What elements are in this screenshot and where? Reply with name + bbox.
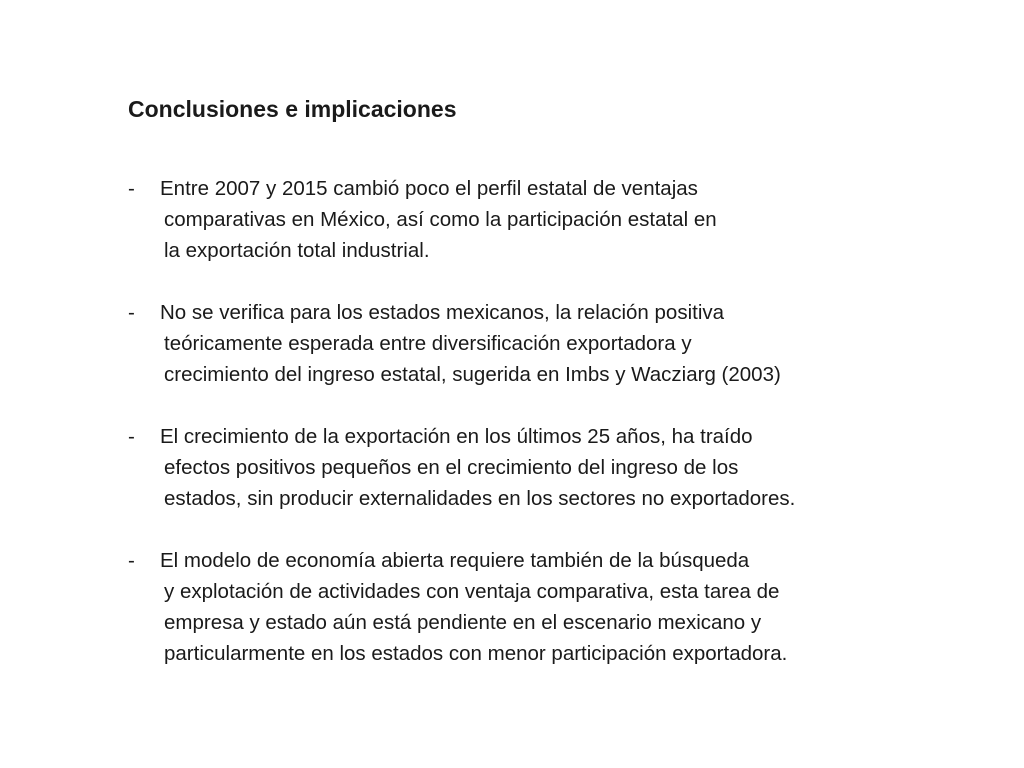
bullet-4-line-3: empresa y estado aún está pendiente en el escenario mexicano y (164, 611, 762, 634)
bullet-1-line-3: la exportación total industrial. (164, 239, 430, 262)
bullet-3-line-1: El crecimiento de la exportación en los últimos 25 años, ha traído (160, 425, 753, 448)
bullet-2-line-2: teóricamente esperada entre diversificación exportadora y (164, 332, 692, 355)
bullet-4-line-4: particularmente en los estados con menor participación exportadora. (164, 642, 788, 665)
bullet-marker: - (128, 177, 135, 200)
bullet-marker: - (128, 301, 135, 324)
bullet-4-line-2: y explotación de actividades con ventaja comparativa, esta tarea de (164, 580, 780, 603)
bullet-marker: - (128, 549, 135, 572)
bullet-marker: - (128, 425, 135, 448)
bullet-item-4 (128, 545, 988, 669)
conclusions-list (128, 173, 988, 700)
bullet-3-line-2: efectos positivos pequeños en el crecimiento del ingreso de los (164, 456, 739, 479)
slide-title: Conclusiones e implicaciones (128, 96, 457, 122)
bullet-4-line-1: El modelo de economía abierta requiere también de la búsqueda (160, 549, 750, 572)
bullet-1-line-2: comparativas en México, así como la participación estatal en (164, 208, 717, 231)
bullet-2-line-1: No se verifica para los estados mexicanos, la relación positiva (160, 301, 725, 324)
bullet-item-3 (128, 421, 988, 514)
bullet-2-line-3: crecimiento del ingreso estatal, sugerida en Imbs y Wacziarg (2003) (164, 363, 781, 386)
bullet-item-2 (128, 297, 988, 390)
bullet-1-line-1: Entre 2007 y 2015 cambió poco el perfil estatal de ventajas (160, 177, 698, 200)
bullet-3-line-3: estados, sin producir externalidades en los sectores no exportadores. (164, 487, 796, 510)
bullet-item-1 (128, 173, 988, 266)
